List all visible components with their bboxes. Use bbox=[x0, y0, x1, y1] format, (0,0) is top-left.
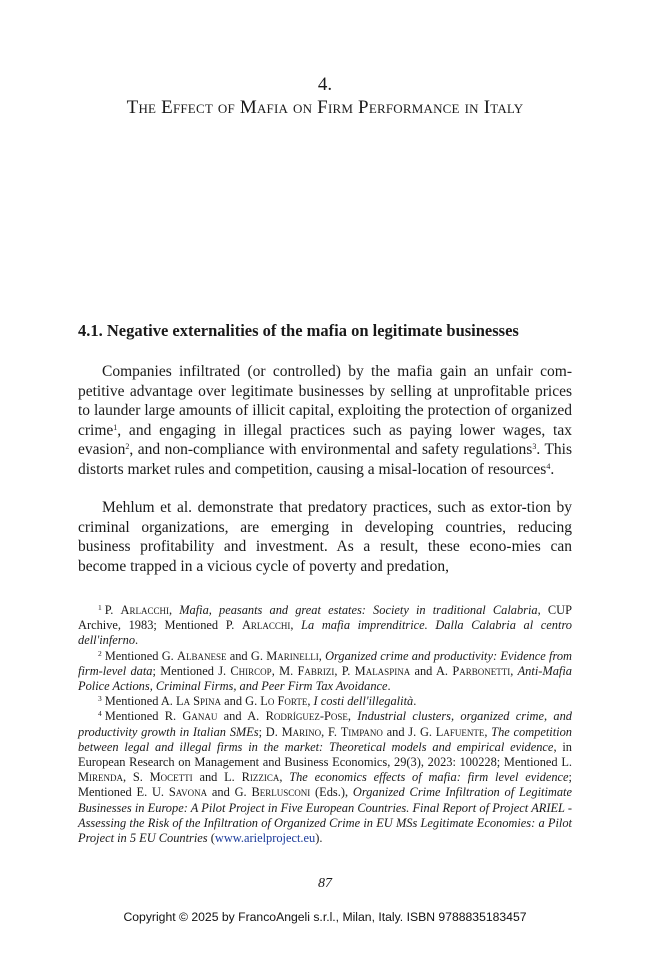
footnote-text: ; Mentioned E. U. bbox=[78, 770, 572, 800]
footnote-text: . bbox=[135, 633, 139, 648]
author-name: Marino bbox=[281, 724, 322, 739]
footnote-text: Mentioned A. bbox=[104, 694, 176, 709]
footnote-text: (Eds.), bbox=[310, 785, 353, 800]
paragraph-text: Companies infiltrated (or controlled) by the mafia gain an unfair com-petitive advantage over legitimate businesses by selling at unprofitable prices to launder large amounts of illicit capital, exploiting the protection of organized crime bbox=[78, 363, 572, 439]
footnote-ref[interactable]: 4 bbox=[546, 461, 551, 471]
paragraph-text: , and engaging in illegal practices such as paying lower wages, tax evasion bbox=[78, 421, 572, 459]
paragraph-text: Mehlum et al. demonstrate that predatory practices, such as extor-tion by criminal organizations, are emerging in developing countries, reducing business profitability and investment. As a result, these econo-mies can become trapped in a vicious cycle of poverty and predation, bbox=[78, 499, 572, 575]
footnote-1 bbox=[78, 603, 572, 649]
footnote-number: 3 bbox=[98, 694, 102, 704]
author-name: Rizzica bbox=[241, 770, 280, 785]
footnote-text: and G. bbox=[207, 785, 252, 800]
work-title: The competition between legal and illegal firms in the market: Theoretical models and empirical evidence bbox=[78, 724, 572, 754]
footnotes bbox=[78, 603, 572, 846]
footnote-text: and G. bbox=[221, 694, 261, 709]
footnote-text: and A. bbox=[410, 663, 453, 678]
body-paragraph-1 bbox=[78, 362, 572, 480]
author-name: Savona bbox=[168, 785, 208, 800]
footnote-text: , bbox=[279, 770, 290, 785]
paragraph-text: . This distorts market rules and competition, causing a misal-location of resources bbox=[78, 441, 572, 478]
work-title: Anti-Mafia Police Actions, Criminal Firms, and Peer Firm Tax Avoidance bbox=[78, 663, 572, 694]
footnote-text: , in European Research on Management and Business Economics, 29(3), 2023: 100228; Mentioned L. bbox=[78, 739, 572, 770]
footnote-text: , M. bbox=[271, 663, 298, 678]
work-title: The economics effects of mafia: firm level evidence bbox=[289, 770, 569, 785]
author-name: Berlusconi bbox=[251, 785, 311, 800]
author-name: Mirenda bbox=[78, 770, 124, 785]
footnote-text: , bbox=[347, 709, 358, 724]
paragraph-text: , and non-compliance with environmental and safety regulations bbox=[129, 441, 533, 459]
author-name: Timpano bbox=[340, 724, 383, 739]
footnote-text: , CUP Archive, 1983; Mentioned P. bbox=[78, 603, 572, 633]
work-title: I costi dell'illegalità bbox=[313, 694, 414, 709]
footnote-text: . bbox=[387, 679, 391, 694]
footnote-text: ). bbox=[315, 831, 323, 846]
footnote-ref[interactable]: 1 bbox=[113, 422, 118, 432]
author-name: Marinelli bbox=[266, 648, 319, 663]
footnote-text: and G. bbox=[226, 648, 267, 663]
paragraph-text: . bbox=[550, 460, 555, 478]
author-name: Rodríguez-Pose bbox=[265, 709, 348, 724]
footnote-text: and J. G. bbox=[382, 724, 436, 739]
work-title: Industrial clusters, organized crime, and productivity growth in Italian SMEs bbox=[78, 709, 572, 739]
author-name: Arlacchi bbox=[120, 603, 169, 617]
footnote-text: , S. bbox=[123, 770, 150, 785]
work-title: Organized Crime Infiltration of Legitimate Businesses in Europe: A Pilot Project in Five European Countries. Final Report of Project ARIEL - Assessing the Risk of the Infiltration of Organized Crime in EU MSs Legitimate Economies: a Pilot Project in 5 EU Countries bbox=[78, 785, 572, 846]
chapter-title: The Effect of Mafia on Firm Performance in Italy bbox=[126, 97, 524, 118]
footnote-text: , bbox=[510, 663, 518, 678]
section-heading: 4.1. Negative externalities of the mafia on legitimate businesses bbox=[78, 321, 519, 340]
footnote-ref[interactable]: 2 bbox=[125, 442, 130, 452]
footnote-text: , P. bbox=[334, 663, 355, 678]
footnote-text: ( bbox=[207, 831, 215, 846]
footnote-text: and L. bbox=[192, 770, 242, 785]
work-title: Mafia, peasants and great estates: Society in traditional Calabria bbox=[179, 603, 538, 617]
footnote-text: Mentioned R. bbox=[104, 709, 183, 724]
author-name: Mocetti bbox=[149, 770, 193, 785]
footnote-text: and A. bbox=[217, 709, 266, 724]
footnote-number: 2 bbox=[98, 648, 102, 658]
website-link[interactable]: www.arielproject.eu bbox=[214, 831, 316, 846]
footnote-text: , bbox=[307, 694, 314, 709]
author-name: Malaspina bbox=[354, 663, 411, 678]
author-name: La Spina bbox=[176, 694, 222, 709]
copyright-notice: Copyright © 2025 by FrancoAngeli s.r.l., Milan, Italy. ISBN 9788835183457 bbox=[123, 910, 527, 924]
author-name: Lo Forte bbox=[260, 694, 308, 709]
footnote-text: Mentioned G. bbox=[104, 648, 178, 663]
footnote-text: ; D. bbox=[258, 724, 282, 739]
footnote-text: . bbox=[413, 694, 417, 709]
author-name: Albanese bbox=[177, 648, 227, 663]
author-name: Ganau bbox=[182, 709, 218, 724]
page-number: 87 bbox=[318, 876, 332, 891]
footnote-text: , F. bbox=[321, 724, 341, 739]
footnote-text: P. bbox=[104, 603, 121, 617]
footnote-ref[interactable]: 3 bbox=[532, 442, 537, 452]
footnote-4 bbox=[78, 709, 572, 846]
author-name: Chircop bbox=[230, 663, 272, 678]
chapter-number: 4. bbox=[317, 74, 333, 95]
footnote-text: ; Mentioned J. bbox=[152, 663, 231, 678]
footnote-text: , bbox=[318, 648, 326, 663]
footnote-number: 4 bbox=[98, 709, 102, 719]
work-title: Organized crime and productivity: Evidence from firm-level data bbox=[78, 648, 572, 678]
author-name: Fabrizi bbox=[297, 663, 335, 678]
author-name: Lafuente bbox=[435, 724, 485, 739]
footnote-text: , bbox=[168, 603, 180, 617]
author-name: Arlacchi bbox=[241, 618, 291, 633]
footnote-number: 1 bbox=[98, 603, 102, 612]
footnote-text: , bbox=[484, 724, 492, 739]
footnote-3 bbox=[78, 694, 572, 709]
body-paragraph-2 bbox=[78, 498, 572, 576]
footnote-2 bbox=[78, 649, 572, 695]
author-name: Parbonetti bbox=[452, 663, 511, 678]
footnote-text: , bbox=[290, 618, 302, 633]
work-title: La mafia imprenditrice. Dalla Calabria al centro dell'inferno bbox=[78, 618, 572, 648]
